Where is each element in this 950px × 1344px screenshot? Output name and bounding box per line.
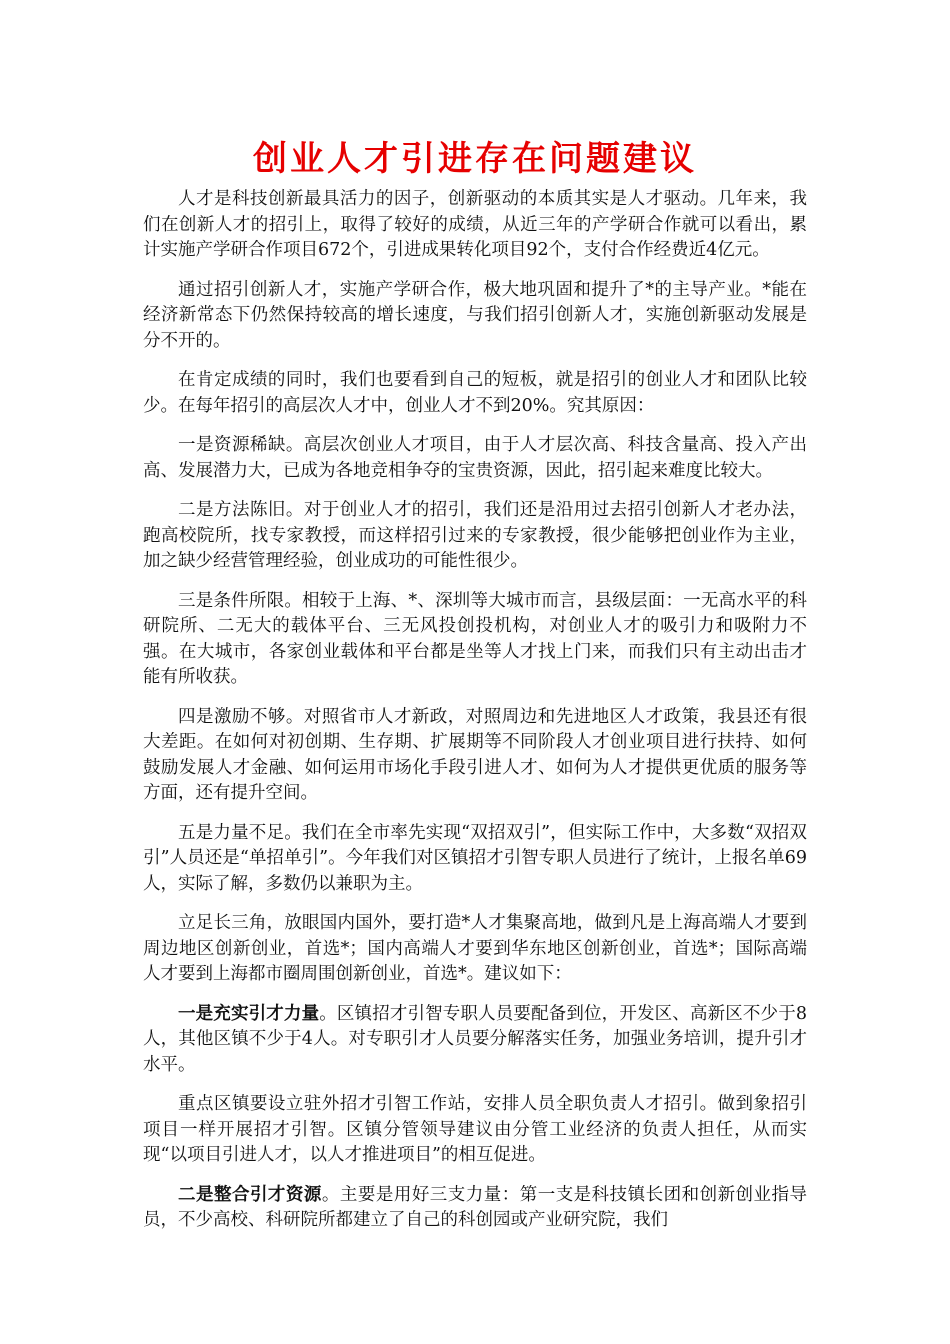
document-body xyxy=(143,187,807,1248)
paragraph-text: 。主要是用好三支力量：第一支是科技镇长团和创新创业指导员，不少高校、科研院所都建立了自己的科创园或产业研究院，我们 xyxy=(143,1184,808,1230)
paragraph-2 xyxy=(143,278,807,355)
paragraph-text: 立足长三角，放眼国内国外，要打造*人才集聚高地，做到凡是上海高端人才要到周边地区创新创业，首选*；国内高端人才要到华东地区创新创业，首选*；国际高端人才要到上海都市圈周围创新创业，首选*。建议如下： xyxy=(143,913,807,984)
paragraph-7 xyxy=(143,705,807,807)
paragraph-text: 。区镇招才引智专职人员要配备到位，开发区、高新区不少于8人，其他区镇不少于4人。对专职引才人员要分解落实任务，加强业务培训，提升引才水平。 xyxy=(143,1003,808,1075)
document-title: 创业人才引进存在问题建议 xyxy=(253,139,697,179)
paragraph-3 xyxy=(143,368,807,419)
paragraph-9 xyxy=(143,911,807,988)
paragraph-text: 通过招引创新人才，实施产学研合作，极大地巩固和提升了*的主导产业。*能在经济新常态下仍然保持较高的增长速度，与我们招引创新人才，实施创新驱动发展是分不开的。 xyxy=(143,279,807,351)
paragraph-4 xyxy=(143,433,807,484)
paragraph-5 xyxy=(143,498,807,575)
paragraph-8 xyxy=(143,821,807,898)
paragraph-text: 二是方法陈旧。对于创业人才的招引，我们还是沿用过去招引创新人才老办法，跑高校院所，找专家教授，而这样招引过来的专家教授，很少能够把创业作为主业，加之缺少经营管理经验，创业成功的可能性很少。 xyxy=(143,500,807,571)
paragraph-text: 一是资源稀缺。高层次创业人才项目，由于人才层次高、科技含量高、投入产出高、发展潜力大，已成为各地竞相争夺的宝贵资源，因此，招引起来难度比较大。 xyxy=(143,435,807,481)
paragraph-lead: 一是充实引才力量 xyxy=(178,1003,320,1024)
paragraph-6 xyxy=(143,589,807,691)
paragraph-11 xyxy=(143,1092,807,1169)
paragraph-text: 重点区镇要设立驻外招才引智工作站，安排人员全职负责人才招引。做到象招引项目一样开展招才引智。区镇分管领导建议由分管工业经济的负责人担任，从而实现“以项目引进人才，以人才推进项目”的相互促进。 xyxy=(143,1094,807,1165)
paragraph-1 xyxy=(143,187,807,264)
paragraph-text: 四是激励不够。对照省市人才新政，对照周边和先进地区人才政策，我县还有很大差距。在如何对初创期、生存期、扩展期等不同阶段人才创业项目进行扶持、如何鼓励发展人才金融、如何运用市场化手段引进人才、如何为人才提供更优质的服务等方面，还有提升空间。 xyxy=(143,706,807,803)
paragraph-lead: 二是整合引才资源 xyxy=(178,1184,322,1205)
paragraph-text: 在肯定成绩的同时，我们也要看到自己的短板，就是招引的创业人才和团队比较少。在每年招引的高层次人才中，创业人才不到20%。究其原因： xyxy=(143,370,807,416)
paragraph-text: 人才是科技创新最具活力的因子，创新驱动的本质其实是人才驱动。几年来，我们在创新人才的招引上，取得了较好的成绩，从近三年的产学研合作就可以看出，累计实施产学研合作项目672个，引进成果转化项目92个，支付合作经费近4亿元。 xyxy=(143,189,807,260)
paragraph-10 xyxy=(143,1002,807,1079)
paragraph-12 xyxy=(143,1183,807,1234)
paragraph-text: 三是条件所限。相较于上海、*、深圳等大城市而言，县级层面：一无高水平的科研院所、二无大的载体平台、三无风投创投机构，对创业人才的吸引力和吸附力不强。在大城市，各家创业载体和平台都是坐等人才找上门来，而我们只有主动出击才能有所收获。 xyxy=(143,590,807,687)
paragraph-text: 五是力量不足。我们在全市率先实现“双招双引”，但实际工作中，大多数“双招双引”人员还是“单招单引”。今年我们对区镇招才引智专职人员进行了统计，上报名单69人，实际了解，多数仍以兼职为主。 xyxy=(143,822,807,894)
